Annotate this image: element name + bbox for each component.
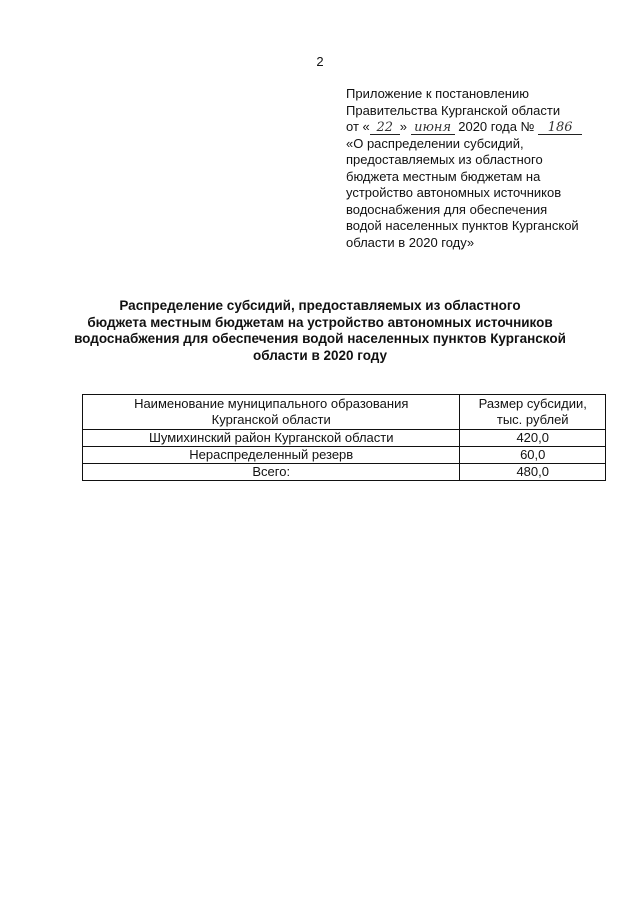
header-text: Курганской области (211, 412, 331, 427)
appendix-date-line (346, 119, 616, 136)
header-municipality (83, 395, 460, 430)
cell-name: Нераспределенный резерв (83, 447, 460, 464)
cell-amount: 480,0 (460, 464, 606, 481)
title-line: области в 2020 году (252, 347, 388, 363)
handwritten-month: июня (411, 121, 455, 135)
page-number: 2 (316, 54, 324, 69)
header-amount (460, 395, 606, 430)
table-row (83, 430, 606, 447)
appendix-line: водоснабжения для обеспечения (346, 201, 548, 217)
appendix-line: устройство автономных источников (346, 185, 562, 200)
header-text: Наименование муниципального образования (134, 396, 409, 411)
cell-amount: 420,0 (460, 430, 606, 447)
header-text: тыс. рублей (496, 412, 569, 427)
appendix-line: Правительства Курганской области (346, 102, 561, 118)
table-total-row (83, 464, 606, 481)
header-text: Размер субсидии, (478, 396, 587, 411)
appendix-line: области в 2020 году» (346, 234, 475, 250)
date-mid: » (399, 119, 407, 134)
appendix-line: предоставляемых из областного (346, 152, 543, 167)
subsidy-table (82, 394, 606, 481)
appendix-line: «О распределении субсидий, (346, 135, 524, 151)
appendix-line: Приложение к постановлению (346, 86, 529, 101)
date-prefix: от « (346, 119, 370, 134)
table-header-row (83, 395, 606, 430)
appendix-block (346, 86, 616, 251)
cell-amount: 60,0 (460, 447, 606, 464)
appendix-line: бюджета местным бюджетам на (346, 168, 541, 184)
appendix-line: водой населенных пунктов Курганской (346, 218, 579, 233)
title-line: Распределение субсидий, предоставляемых из областного (119, 298, 521, 313)
cell-name: Шумихинский район Курганской области (83, 430, 460, 447)
title-line: водоснабжения для обеспечения водой населенных пунктов Курганской (74, 331, 566, 346)
handwritten-day: 22 (370, 121, 400, 135)
document-title (60, 298, 580, 364)
cell-name: Всего: (83, 464, 460, 481)
table-row (83, 447, 606, 464)
handwritten-number: 186 (538, 121, 582, 135)
title-line: бюджета местным бюджетам на устройство автономных источников (87, 314, 553, 330)
year-text: 2020 года № (458, 119, 535, 134)
